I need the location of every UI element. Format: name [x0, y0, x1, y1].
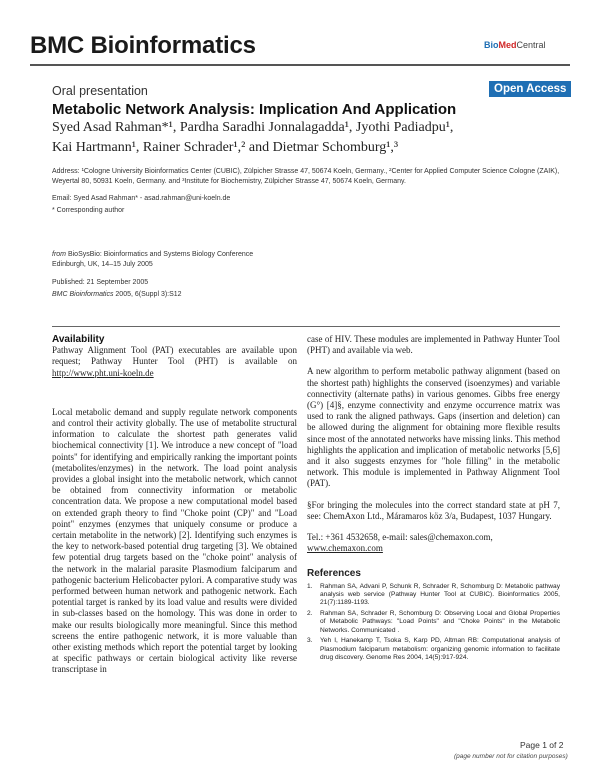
reference-text: Yeh I, Hanekamp T, Tsoka S, Karp PD, Altman RB: Computational analysis of Plasmodium falciparum metabolism: organizing genomic information to facilitate drug discovery. Genome Res 2004, 14(5):917-924. — [320, 637, 560, 661]
body-rule — [52, 326, 560, 327]
section-label: Oral presentation — [52, 84, 148, 98]
footnote: §For bringing the molecules into the correct standard state at pH 7, see: ChemAxon Ltd., Máramaros köz 3/a, Budapest, 1037 Hungary. — [307, 499, 560, 521]
page-number: Page 1 of 2 — [520, 740, 564, 750]
reference-item[interactable] — [307, 583, 560, 608]
email[interactable]: Email: Syed Asad Rahman* - asad.rahman@uni-koeln.de — [52, 195, 231, 202]
pht-link[interactable]: http://www.pht.uni-koeln.de — [52, 367, 154, 378]
logo-med: Med — [498, 40, 517, 50]
journal-title: BMC Bioinformatics — [30, 32, 256, 59]
page-number-note: (page number not for citation purposes) — [454, 753, 568, 760]
author-list — [52, 118, 572, 158]
reference-number: 2. — [307, 609, 313, 617]
conference-info — [52, 250, 372, 270]
reference-item[interactable] — [307, 637, 560, 662]
authors-line-2: Kai Hartmann¹, Rainer Schrader¹,² and Dietmar Schomburg¹,³ — [52, 140, 399, 155]
chemaxon-link[interactable]: www.chemaxon.com — [307, 543, 383, 554]
availability-heading: Availability — [52, 334, 105, 345]
body-paragraph-1: Local metabolic demand and supply regulate network components and control their activity globally. The use of metabolite structural information to calculate the shortest path generates valid biochemical connectivity [1]. We introduce a new concept of "load points" for identifying and empirically ranking the important points (metabolites/enzymes) in the network. The load point analysis provides a global insight into the metabolic network, which cannot be obtained from connectivity information or metabolic concentration data. We propose a new computational model based on extended graph theory to find "Choke point (CP)" and "Load point" enzymes (enzymes that uniquely consume or produce a certain metabolite in the network) [2]. Identifying such enzymes is the key to network-based potential drug targeting [3]. We obtained few potential drug targets based on the "choke point" analysis of the network in the malarial parasite Plasmodium falciparum and pathogenic bacterium Helicobacter pylori. A comparative study was performed between human network and pathogenic network. Each potential target is ranked by its load value and results were divided in sub-classes based on the homology. This was done in order to make our results biologically more meaningful. Since this method screens the entire pathogenic network, it is more valuable than other existing methods which report the potential target by looking at specific pathways or certain biological activity like reverse transcriptase in — [52, 406, 297, 675]
conference-place: Edinburgh, UK, 14–15 July 2005 — [52, 261, 153, 268]
logo-central: Central — [516, 40, 546, 50]
contact-info: Tel.: +361 4532658, e-mail: sales@chemaxon.com, www.chemaxon.com — [307, 532, 493, 554]
corresponding-author-note: * Corresponding author — [52, 207, 125, 214]
availability-text: Pathway Alignment Tool (PAT) executables are available upon request; Pathway Hunter Tool (PHT) is available on http://www.pht.uni-koeln.de — [52, 345, 297, 378]
reference-text: Rahman SA, Advani P, Schunk R, Schrader R, Schomburg D: Metabolic pathway analysis web service (Pathway Hunter Tool at CUBIC). Bioinformatics 2005, 21(7):1189-1193. — [320, 582, 560, 607]
header-rule — [30, 64, 570, 66]
reference-list — [307, 583, 560, 663]
conference-name[interactable]: BioSysBio: Bioinformatics and Systems Biology Conference — [67, 251, 254, 258]
citation-journal: BMC Bioinformatics — [52, 291, 114, 298]
authors-line-1: Syed Asad Rahman*¹, Pardha Saradhi Jonnalagadda¹, Jyothi Padiadpu¹, — [52, 120, 454, 135]
article-title: Metabolic Network Analysis: Implication And Application — [52, 101, 457, 118]
biomed-central-logo[interactable] — [484, 40, 546, 50]
right-column — [307, 334, 560, 664]
reference-number: 3. — [307, 637, 313, 645]
logo-bio: Bio — [484, 40, 499, 50]
citation — [52, 290, 182, 300]
reference-text: Rahman SA, Schrader R, Schomburg D: Observing Local and Global Properties of Metabolic Pathways: "Load Points" and "Choke Points" in the Metabolic Networks. Communicated . — [320, 609, 560, 634]
reference-item[interactable] — [307, 610, 560, 635]
open-access-badge[interactable]: Open Access — [489, 81, 571, 97]
left-column — [52, 334, 297, 686]
references-heading: References — [307, 568, 361, 580]
reference-number: 1. — [307, 582, 313, 590]
affiliation: Address: ¹Cologne University Bioinformatics Center (CUBIC), Zülpicher Strasse 47, 50674 Koeln, Germany., ²Center for Applied Computer Science Cologne (ZAIK), Weyertal 80, 50931 Koeln, Germany. and ³Institute for Biochemistry, Zülpicher Strasse 47, 50674 Koeln, Germany. — [52, 168, 560, 185]
citation-details: 2005, 6(Suppl 3):S12 — [113, 291, 182, 298]
body-paragraph-3: A new algorithm to perform metabolic pathway alignment (based on the shortest path) highlights the conserved (isoenzymes) and variable connectivity (alternate paths) in various genomes. Gibbs free energy (G°) [4]§, enzyme connectivity and enzyme occurrence matrix was used to rank the aligned pathways. Gaps (insertion and deletion) can be allowed during the alignment for obtaining more flexible results since most of the annotated networks have missing links. This method highlights the application and implication of metabolic networks [5,6] and it also suggests enzymes for "hole filling" in the metabolic network. This module is implemented in Pathway Alignment Tool (PAT). — [307, 366, 560, 489]
body-paragraph-2: case of HIV. These modules are implemented in Pathway Hunter Tool (PHT) and available via web. — [307, 334, 560, 356]
conference-from: from — [52, 251, 66, 258]
published-date: Published: 21 September 2005 — [52, 279, 149, 286]
